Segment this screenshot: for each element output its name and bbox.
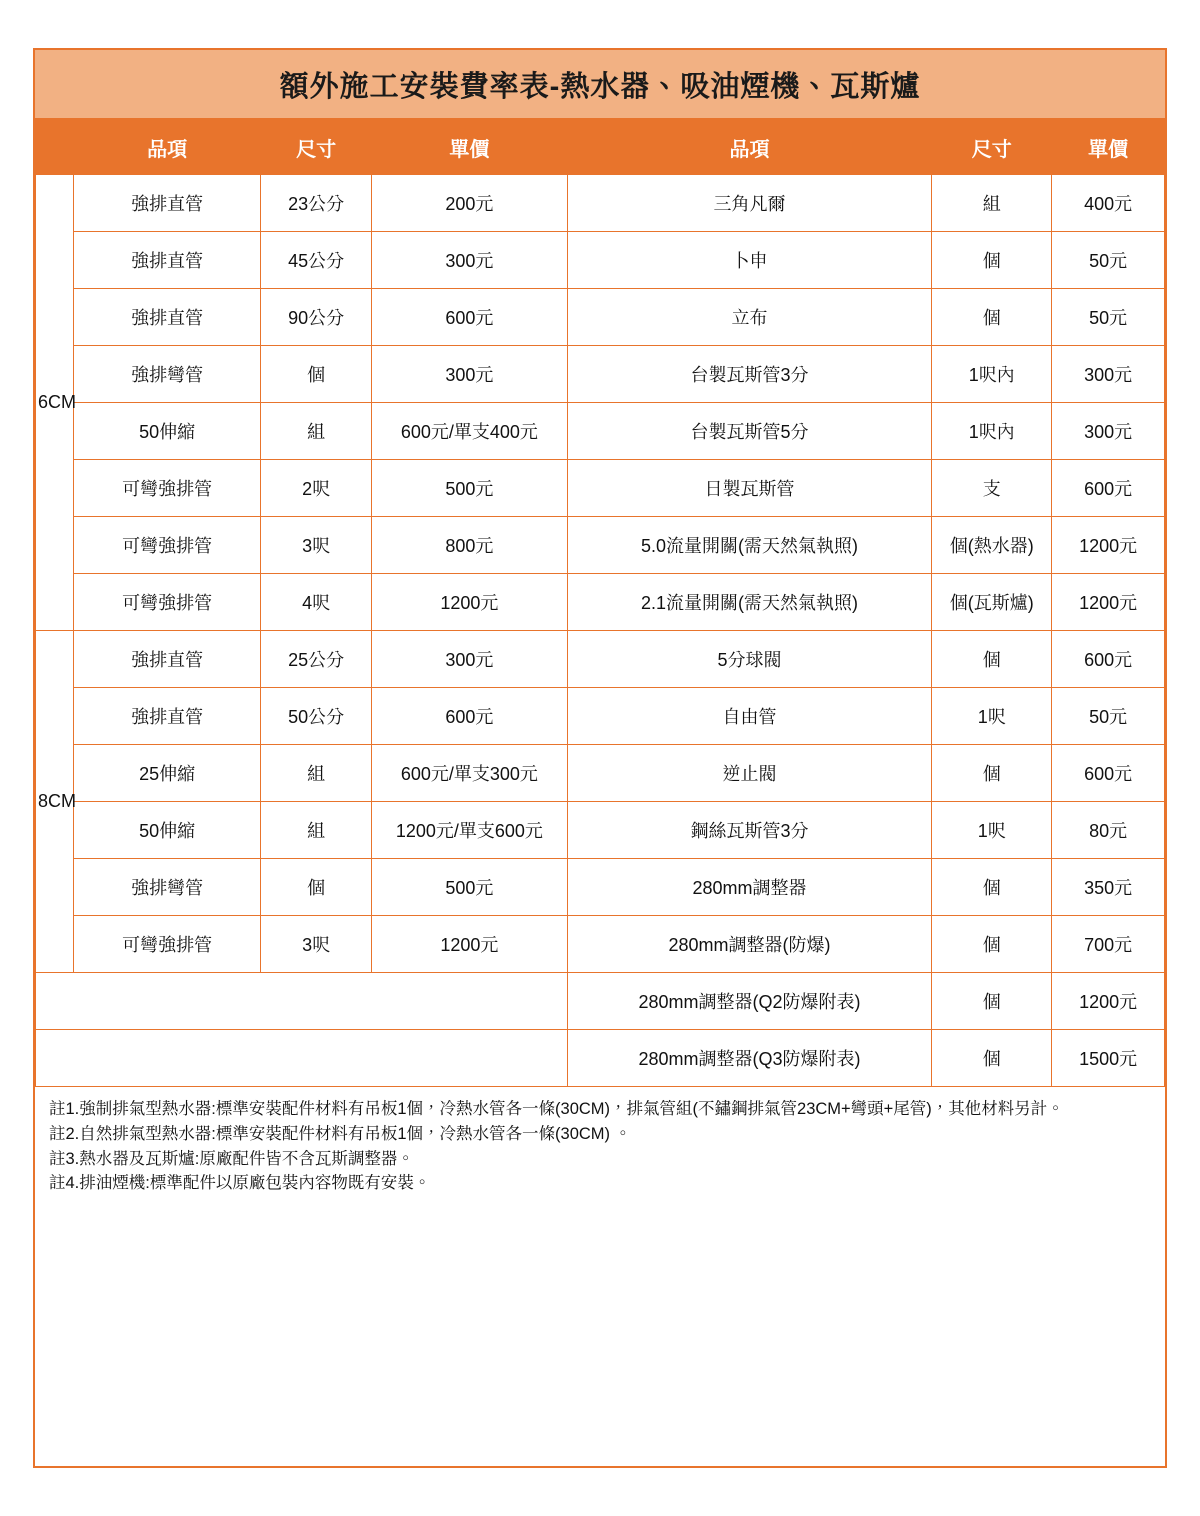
left-item: 強排直管: [73, 631, 260, 688]
right-size: 個(瓦斯爐): [932, 574, 1052, 631]
left-item: 可彎強排管: [73, 574, 260, 631]
right-item: 280mm調整器(Q3防爆附表): [567, 1030, 931, 1087]
header-item-right: 品項: [567, 121, 931, 175]
right-price: 1200元: [1052, 517, 1165, 574]
table-body: [36, 175, 1165, 1087]
table-row: [36, 175, 1165, 232]
header-price-right: 單價: [1052, 121, 1165, 175]
left-price: 300元: [371, 232, 567, 289]
left-item: 強排彎管: [73, 859, 260, 916]
right-item: 280mm調整器(Q2防爆附表): [567, 973, 931, 1030]
right-item: 日製瓦斯管: [567, 460, 931, 517]
left-size: 3呎: [261, 517, 372, 574]
right-price: 700元: [1052, 916, 1165, 973]
right-item: 台製瓦斯管5分: [567, 403, 931, 460]
left-item: 強排直管: [73, 688, 260, 745]
right-size: 1呎內: [932, 346, 1052, 403]
left-size: 25公分: [261, 631, 372, 688]
left-item: 可彎強排管: [73, 517, 260, 574]
right-size: 個: [932, 859, 1052, 916]
right-item: 2.1流量開關(需天然氣執照): [567, 574, 931, 631]
left-size: 組: [261, 403, 372, 460]
right-price: 350元: [1052, 859, 1165, 916]
left-size: 組: [261, 745, 372, 802]
rate-table: [35, 120, 1165, 1087]
right-price: 50元: [1052, 289, 1165, 346]
empty-left-cell: [36, 973, 568, 1030]
table-row: [36, 802, 1165, 859]
table-row: [36, 289, 1165, 346]
note-4: 註4.排油煙機:標準配件以原廠包裝內容物既有安裝。: [49, 1174, 431, 1193]
right-price: 300元: [1052, 403, 1165, 460]
left-size: 45公分: [261, 232, 372, 289]
left-price: 300元: [371, 631, 567, 688]
right-size: 1呎: [932, 688, 1052, 745]
left-item: 25伸縮: [73, 745, 260, 802]
header-item-left: 品項: [73, 121, 260, 175]
right-price: 1200元: [1052, 574, 1165, 631]
table-row: [36, 232, 1165, 289]
left-item: 強排直管: [73, 232, 260, 289]
left-size: 2呎: [261, 460, 372, 517]
left-item: 強排直管: [73, 175, 260, 232]
left-item: 強排直管: [73, 289, 260, 346]
left-price: 300元: [371, 346, 567, 403]
right-price: 50元: [1052, 232, 1165, 289]
table-row: [36, 403, 1165, 460]
table-row: [36, 460, 1165, 517]
table-row: [36, 688, 1165, 745]
right-price: 80元: [1052, 802, 1165, 859]
right-size: 組: [932, 175, 1052, 232]
right-size: 1呎內: [932, 403, 1052, 460]
left-item: 50伸縮: [73, 403, 260, 460]
left-size: 50公分: [261, 688, 372, 745]
left-size: 90公分: [261, 289, 372, 346]
note-3: 註3.熱水器及瓦斯爐:原廠配件皆不含瓦斯調整器。: [49, 1149, 414, 1168]
title-band: [35, 50, 1165, 120]
notes-section: [35, 1087, 1165, 1202]
table-row: [36, 916, 1165, 973]
left-price: 600元: [371, 688, 567, 745]
right-item: 5分球閥: [567, 631, 931, 688]
table-row: [36, 859, 1165, 916]
right-item: 三角凡爾: [567, 175, 931, 232]
left-size: 3呎: [261, 916, 372, 973]
header-size-right: 尺寸: [932, 121, 1052, 175]
left-price: 600元: [371, 289, 567, 346]
left-item: 50伸縮: [73, 802, 260, 859]
rate-table-card: [33, 48, 1167, 1468]
left-item: 可彎強排管: [73, 460, 260, 517]
right-price: 600元: [1052, 631, 1165, 688]
left-size: 4呎: [261, 574, 372, 631]
right-size: 個: [932, 631, 1052, 688]
right-item: 立布: [567, 289, 931, 346]
right-price: 600元: [1052, 745, 1165, 802]
right-size: 個: [932, 745, 1052, 802]
table-row: [36, 517, 1165, 574]
left-price: 800元: [371, 517, 567, 574]
right-size: 個(熱水器): [932, 517, 1052, 574]
table-row: [36, 631, 1165, 688]
header-size-left: 尺寸: [261, 121, 372, 175]
left-size: 個: [261, 346, 372, 403]
left-size: 個: [261, 859, 372, 916]
right-item: 台製瓦斯管3分: [567, 346, 931, 403]
page-title: 額外施工安裝費率表-熱水器、吸油煙機、瓦斯爐: [279, 70, 921, 103]
right-price: 600元: [1052, 460, 1165, 517]
note-1: 註1.強制排氣型熱水器:標準安裝配件材料有吊板1個，冷熱水管各一條(30CM)，排氣管組(不鏽鋼排氣管23CM+彎頭+尾管)，其他材料另計。: [49, 1100, 1064, 1118]
table-row: [36, 973, 1165, 1030]
left-size: 23公分: [261, 175, 372, 232]
right-size: 個: [932, 1030, 1052, 1087]
right-item: 5.0流量開關(需天然氣執照): [567, 517, 931, 574]
right-item: 280mm調整器: [567, 859, 931, 916]
right-item: 鋼絲瓦斯管3分: [567, 802, 931, 859]
right-item: 280mm調整器(防爆): [567, 916, 931, 973]
right-size: 1呎: [932, 802, 1052, 859]
left-item: 強排彎管: [73, 346, 260, 403]
left-price: 1200元: [371, 574, 567, 631]
right-price: 400元: [1052, 175, 1165, 232]
right-size: 個: [932, 232, 1052, 289]
left-size: 組: [261, 802, 372, 859]
table-row: [36, 1030, 1165, 1087]
left-price: 200元: [371, 175, 567, 232]
left-price: 500元: [371, 859, 567, 916]
right-size: 個: [932, 289, 1052, 346]
table-header: [36, 121, 1165, 175]
left-price: 600元/單支400元: [371, 403, 567, 460]
right-item: 自由管: [567, 688, 931, 745]
right-size: 個: [932, 973, 1052, 1030]
note-2: 註2.自然排氣型熱水器:標準安裝配件材料有吊板1個，冷熱水管各一條(30CM) 。: [49, 1124, 632, 1143]
left-price: 1200元/單支600元: [371, 802, 567, 859]
right-size: 支: [932, 460, 1052, 517]
left-item: 可彎強排管: [73, 916, 260, 973]
table-row: [36, 745, 1165, 802]
right-price: 1200元: [1052, 973, 1165, 1030]
table-row: [36, 346, 1165, 403]
right-price: 1500元: [1052, 1030, 1165, 1087]
right-price: 300元: [1052, 346, 1165, 403]
right-item: 卜申: [567, 232, 931, 289]
left-price: 1200元: [371, 916, 567, 973]
header-price-left: 單價: [371, 121, 567, 175]
group-label-6cm: 6CM: [36, 175, 74, 631]
left-price: 600元/單支300元: [371, 745, 567, 802]
empty-left-cell: [36, 1030, 568, 1087]
left-price: 500元: [371, 460, 567, 517]
right-item: 逆止閥: [567, 745, 931, 802]
table-row: [36, 574, 1165, 631]
right-size: 個: [932, 916, 1052, 973]
right-price: 50元: [1052, 688, 1165, 745]
group-label-8cm: 8CM: [36, 631, 74, 973]
header-group: [36, 121, 74, 175]
table-header-row: [36, 121, 1165, 175]
